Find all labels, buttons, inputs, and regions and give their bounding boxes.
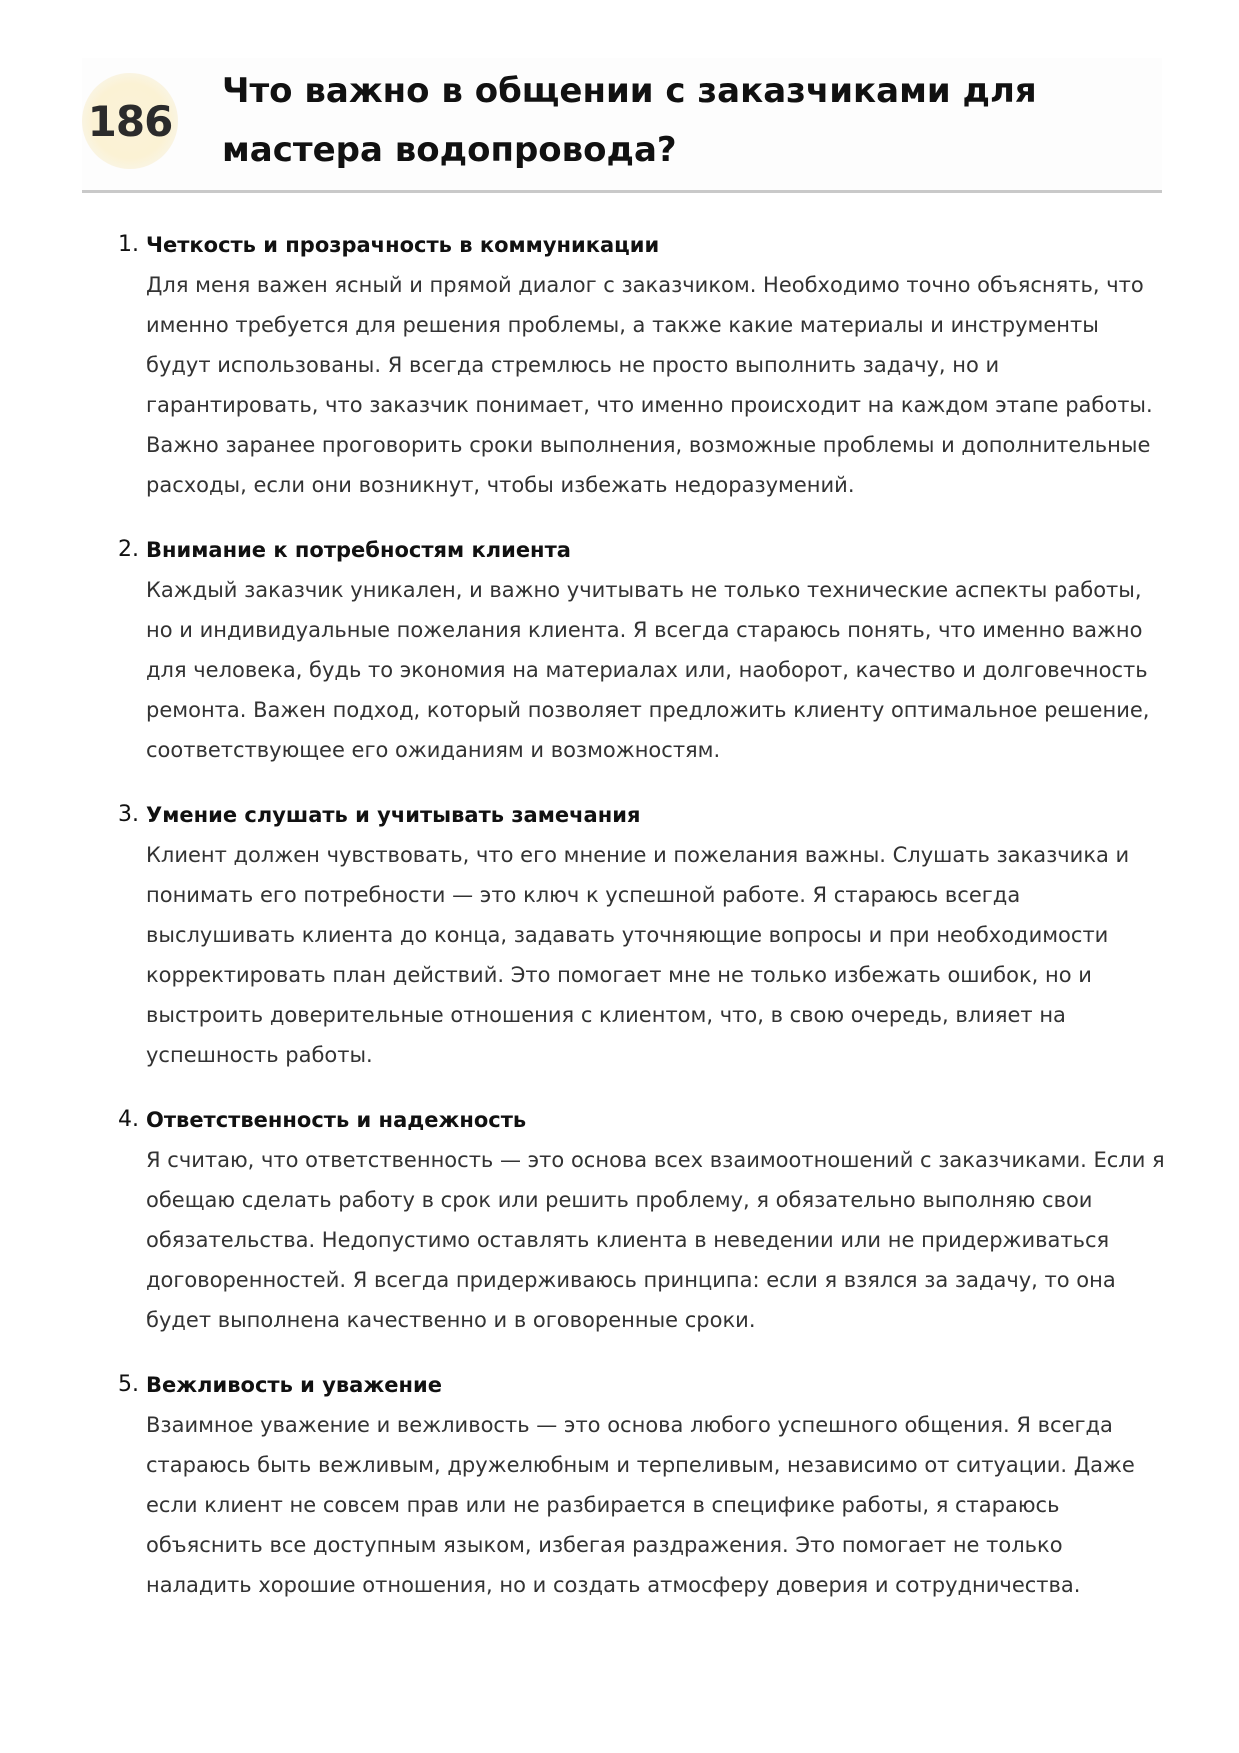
question-number-badge: 186 xyxy=(82,73,178,169)
list-item-text: Я считаю, что ответственность — это основа всех взаимоотношений с заказчиками. Если я обещаю сделать работу в срок или решить проблему, я обязательно выполняю свои обязательства. Недопустимо оставлять клиента в неведении или не придерживаться договоренностей. Я всегда придерживаюсь принципа: если я взялся за задачу, то она будет выполнена качественно и в оговоренные сроки. xyxy=(146,1148,1165,1332)
list-item-text: Каждый заказчик уникален, и важно учитывать не только технические аспекты работы, но и индивидуальные пожелания клиента. Я всегда стараюсь понять, что именно важно для человека, будь то экономия на материалах или, наоборот, качество и долговечность ремонта. Важен подход, который позволяет предложить клиенту оптимальное решение, соответствующее его ожиданиям и возможностям. xyxy=(146,578,1150,762)
list-item-text: Клиент должен чувствовать, что его мнение и пожелания важны. Слушать заказчика и понимать его потребности — это ключ к успешной работе. Я стараюсь всегда выслушивать клиента до конца, задавать уточняющие вопросы и при необходимости корректировать план действий. Это помогает мне не только избежать ошибок, но и выстроить доверительные отношения с клиентом, что, в свою очередь, влияет на успешность работы. xyxy=(146,843,1130,1067)
list-item-title: Внимание к потребностям клиента xyxy=(146,538,571,562)
list-item-number: 2. xyxy=(118,537,139,562)
list-item xyxy=(118,795,1168,1075)
question-header xyxy=(82,58,1162,193)
list-item xyxy=(118,530,1168,770)
answer-list xyxy=(118,225,1168,1630)
list-item-number: 5. xyxy=(118,1372,139,1397)
list-item-number: 4. xyxy=(118,1107,139,1132)
list-item-number: 3. xyxy=(118,802,139,827)
list-item-text: Взаимное уважение и вежливость — это основа любого успешного общения. Я всегда стараюсь быть вежливым, дружелюбным и терпеливым, независимо от ситуации. Даже если клиент не совсем прав или не разбирается в специфике работы, я стараюсь объяснить все доступным языком, избегая раздражения. Это помогает не только наладить хорошие отношения, но и создать атмосферу доверия и сотрудничества. xyxy=(146,1413,1135,1597)
list-item xyxy=(118,1100,1168,1340)
list-item-title: Вежливость и уважение xyxy=(146,1373,442,1397)
list-item-number: 1. xyxy=(118,232,139,257)
list-item-text: Для меня важен ясный и прямой диалог с заказчиком. Необходимо точно объяснять, что именно требуется для решения проблемы, а также какие материалы и инструменты будут использованы. Я всегда стремлюсь не просто выполнить задачу, но и гарантировать, что заказчик понимает, что именно происходит на каждом этапе работы. Важно заранее проговорить сроки выполнения, возможные проблемы и дополнительные расходы, если они возникнут, чтобы избежать недоразумений. xyxy=(146,273,1153,497)
list-item-title: Ответственность и надежность xyxy=(146,1108,527,1132)
list-item xyxy=(118,225,1168,505)
question-title: Что важно в общении с заказчиками для мастера водопровода? xyxy=(222,71,1037,170)
list-item-title: Умение слушать и учитывать замечания xyxy=(146,803,641,827)
list-item-title: Четкость и прозрачность в коммуникации xyxy=(146,233,660,257)
list-item xyxy=(118,1365,1168,1605)
